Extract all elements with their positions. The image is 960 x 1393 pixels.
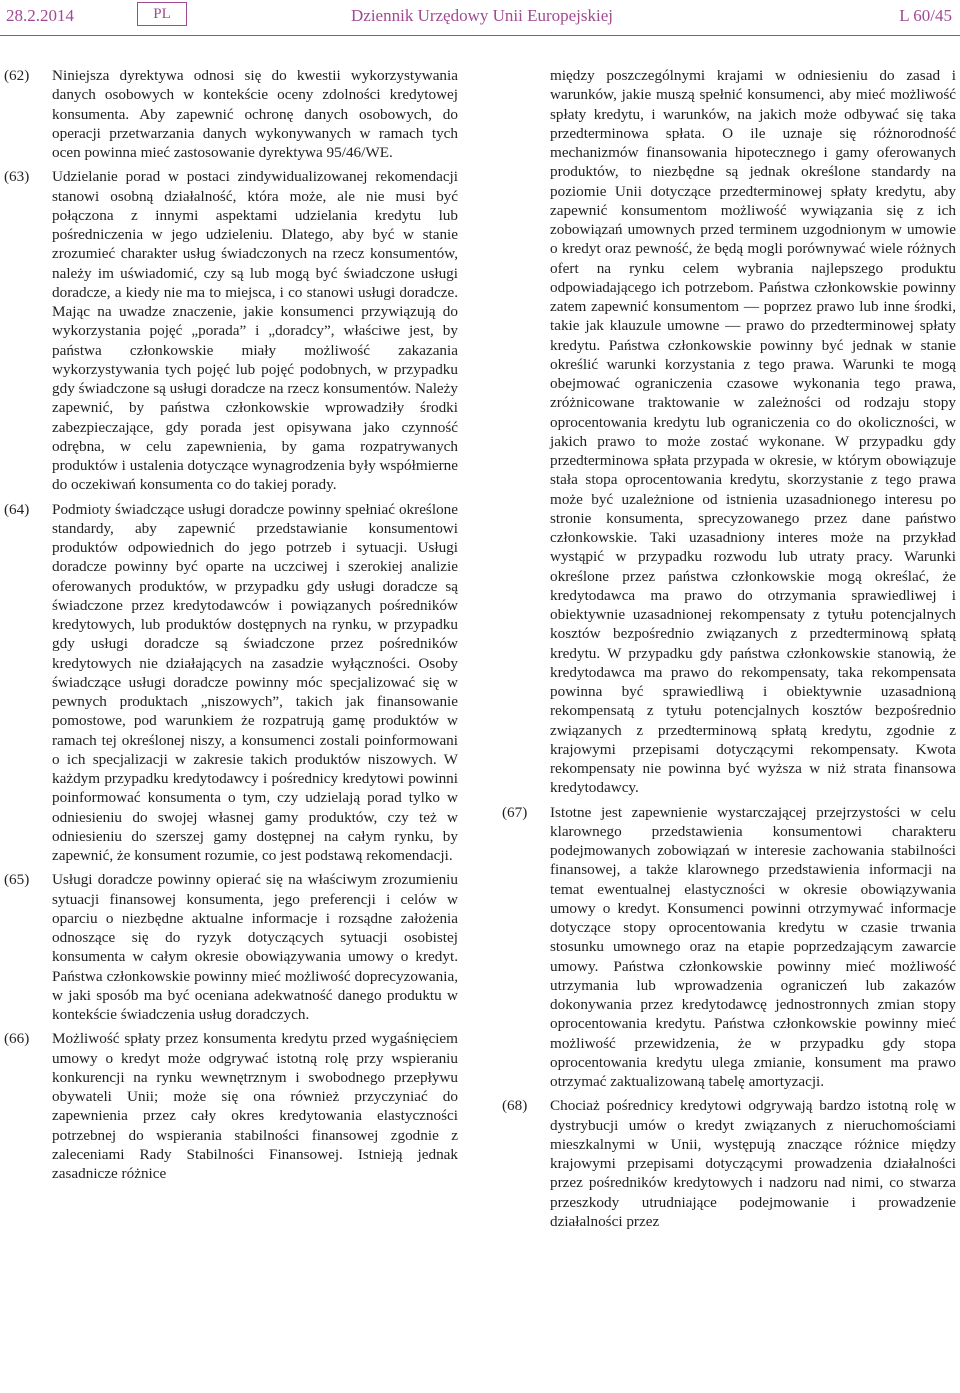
header-rule <box>0 35 960 36</box>
recital-64 <box>4 500 458 866</box>
recital-65 <box>4 870 458 1024</box>
language-badge: PL <box>137 2 187 26</box>
recital-text: Niniejsza dyrektywa odnosi się do kwestii wykorzystywania danych osobowych w kontekście oceny zdolności kredytowej konsumenta. Aby zapewnić ochronę danych osobowych, do operacji przetwarzania danych wykonywanych w ramach tych ocen powinna mieć zastosowanie dyrektywa 95/46/WE. <box>52 67 458 161</box>
recital-number: (64) <box>4 500 30 518</box>
recital-66-continuation <box>550 66 956 798</box>
publication-date: 28.2.2014 <box>6 6 74 25</box>
page-header <box>0 0 960 36</box>
left-column <box>4 66 458 1188</box>
recital-number: (65) <box>4 871 30 889</box>
recital-number: (68) <box>502 1097 528 1115</box>
recital-text: Udzielanie porad w postaci zindywidualizowanej rekomendacji stanowi osobną działalność, która może, ale nie musi być połączona z innymi aspektami udzielania kredytu lub pośredniczenia w jego udzieleniu. Dlatego, aby być w stanie zrozumieć charakter usług świadczonych na rzecz konsumentów, należy im uświadomić, czy są lub mogą być świadczone usługi doradcze, a kiedy nie ma to miejsca, i co stanowi usługi doradcze. Mając na uwadze znaczenie, jakie konsumenci przywiązują do wykorzystania pojęć „porada” i „doradcy”, właściwe jest, by państwa członkowskie miały możliwość zakazania wykorzystywania tych pojęć lub pojęć podobnych, w przypadku gdy świadczone są usługi doradcze na rzecz konsumentów. Należy zapewnić, by państwa członkowskie wprowadziły środki zabezpieczające, gdy porada jest opisywana jako czynność odrębna, w celu zapewnienia, by gama rozpatrywanych produktów i ustalenia dotyczące wynagrodzenia były współmierne do oczekiwań konsumenta co do takiej porady. <box>52 168 458 494</box>
recital-number: (67) <box>502 803 528 821</box>
recital-text: Usługi doradcze powinny opierać się na właściwym zrozumieniu sytuacji finansowej konsumenta, jego preferencji i celów w oparciu o niezbędne aktualne informacje i rozsądne założenia odnoszące się do ryzyk dotyczących sytuacji osobistej konsumenta w całym okresie obowiązywania umowy o kredyt. Państwa członkowskie powinny mieć możliwość doprecyzowania, w jaki sposób ma być oceniana adekwatność danego produktu w kontekście świadczenia usług doradczych. <box>52 871 458 1023</box>
recital-63 <box>4 167 458 494</box>
recital-text: Możliwość spłaty przez konsumenta kredytu przed wygaśnięciem umowy o kredyt może odgrywać istotną rolę przy wspieraniu konkurencji na rynku wewnętrznym i swobodnego przepływu obywateli Unii; może się ona również przyczyniać do zapewnienia przez cały okres kredytowania elastyczności potrzebnej do wspierania stabilności finansowej zgodnie z zaleceniami Rady Stabilności Finansowej. Istnieją jednak zasadnicze różnice <box>52 1030 458 1182</box>
page-reference: L 60/45 <box>899 6 952 25</box>
journal-title: Dziennik Urzędowy Unii Europejskiej <box>351 6 614 25</box>
recital-number: (66) <box>4 1030 30 1048</box>
recital-67 <box>502 803 956 1092</box>
recital-68 <box>502 1096 956 1231</box>
recital-text: Istotne jest zapewnienie wystarczającej przejrzystości w celu klarownego przedstawienia konsumentowi charakteru podejmowanych zobowiązań w interesie zachowania stabilności finansowej, a także klarownego przedstawienia informacji na temat ewentualnej elastyczności w okresie obowiązywania umowy o kredyt. Konsumenci powinni otrzymywać informacje dotyczące stopy oprocentowania kredytu w czasie trwania stosunku umownego oraz na etapie poprzedzającym zawarcie umowy. Państwa członkowskie powinny mieć możliwość utrzymania lub wprowadzenia ograniczeń lub zakazów dokonywania przez kredytodawcę jednostronnych zmian stopy oprocentowania kredytu. Państwa członkowskie powinny mieć możliwość przewidzenia, że w przypadku gdy stopa oprocentowania kredytu ulega zmianie, konsument ma prawo otrzymać zaktualizowaną tabelę amortyzacji. <box>550 803 956 1090</box>
recital-number: (62) <box>4 67 30 84</box>
right-column <box>502 66 956 1236</box>
recital-text: między poszczególnymi krajami w odniesieniu do zasad i warunków, jakie muszą spełnić konsumenci, aby mieć możliwość spłaty kredytu, i warunków, na jakich może odbywać się taka przedterminowa spłata. O ile uznaje się różnorodność mechanizmów finansowania hipotecznego i gamy oferowanych produktów, to niezbędne są jednak określone standardy na poziomie Unii dotyczące przedterminowej spłaty kredytu, aby zapewnić konsumentom możliwość wywiązania się z ich zobowiązań umownych przed terminem uzgodnionym w umowie o kredyt oraz pewność, że będą mogli porównywać wiele różnych ofert na rynku celem wybrania najlepszego produktu odpowiadającego ich potrzebom. Państwa członkowskie powinny zatem zapewnić konsumentom — poprzez prawo lub inne środki, takie jak klauzule umowne — prawo do przedterminowej spłaty kredytu. Państwa członkowskie powinny być jednak w stanie określić warunki korzystania z tego prawa. Warunki te mogą obejmować ograniczenia czasowe wykonania tego prawa, zróżnicowane traktowanie w zależności od rodzaju stopy oprocentowania kredytu lub ograniczenia co do okoliczności, w jakich prawo to może zostać wykonane. W przypadku gdy przedterminowa spłata przypada w okresie, w którym obowiązuje stała stopa oprocentowania kredytu, skorzystanie z tego prawa może być uzależnione od istnienia uzasadnionego interesu po stronie konsumenta, sprecyzowanego przez dane państwo członkowskie. Taki uzasadniony interes może na przykład wystąpić w przypadku rozwodu lub utraty pracy. Warunki określone przez państwa członkowskie mogą określać, że kredytodawca ma prawo do otrzymania sprawiedliwej i obiektywnie uzasadnionej rekompensaty z tytułu potencjalnych kosztów bezpośrednio związanych z przedterminową spłatą kredytu. W przypadku gdy państwa członkowskie stanowią, że kredytodawca ma prawo do rekompensaty, taka rekompensata powinna być sprawiedliwą i obiektywnie uzasadnioną rekompensatą z tytułu potencjalnych kosztów bezpośrednio związanych z przedterminową spłatą kredytu, zgodnie z krajowymi przepisami dotyczącymi rekompensaty. Kwota rekompensaty nie powinna być wyższa w niż strata finansowa kredytodawcy. <box>550 67 956 797</box>
recital-66 <box>4 1029 458 1183</box>
recital-text: Podmioty świadczące usługi doradcze powinny spełniać określone standardy, aby zapewnić przedstawianie konsumentowi produktów odpowiednich do jego potrzeb i sytuacji. Usługi doradcze powinny być oparte na uczciwej i szerokiej analizie oferowanych produktów, w przypadku gdy usługi doradcze są świadczone przez kredytodawców i powiązanych pośredników kredytowych, lub produktów dostępnych na rynku, w przypadku gdy usługi doradcze są świadczone przez pośredników kredytowych nie działających na zasadzie wyłączności. Osoby świadczące usługi doradcze powinny móc specjalizować się w pewnych produktach „niszowych”, takich jak finansowanie pomostowe, pod warunkiem że rozpatrują gamę produktów w ramach tej określonej niszy, a konsumenci zostali poinformowani o ich specjalizacji w zakresie takich produktów niszowych. W każdym przypadku kredytodawcy i pośrednicy kredytowi powinni poinformować konsumenta o tym, czy udzielają porad tylko w odniesieniu do swojej własnej gamy produktów, czy też w odniesieniu do szerszej gamy dostępnej na całym rynku, by zapewnić, że konsument rozumie, co jest podstawą rekomendacji. <box>52 500 458 864</box>
recital-62 <box>4 66 458 162</box>
recital-number: (63) <box>4 168 30 186</box>
recital-text: Chociaż pośrednicy kredytowi odgrywają bardzo istotną rolę w dystrybucji umów o kredyt związanych z nieruchomościami mieszkalnymi w Unii, występują znaczące różnice między krajowymi przepisami dotyczącymi prowadzenia działalności przez pośredników kredytowych i nadzoru nad nimi, co stwarza przeszkody utrudniające podejmowanie i prowadzenie działalności przez <box>550 1097 956 1230</box>
